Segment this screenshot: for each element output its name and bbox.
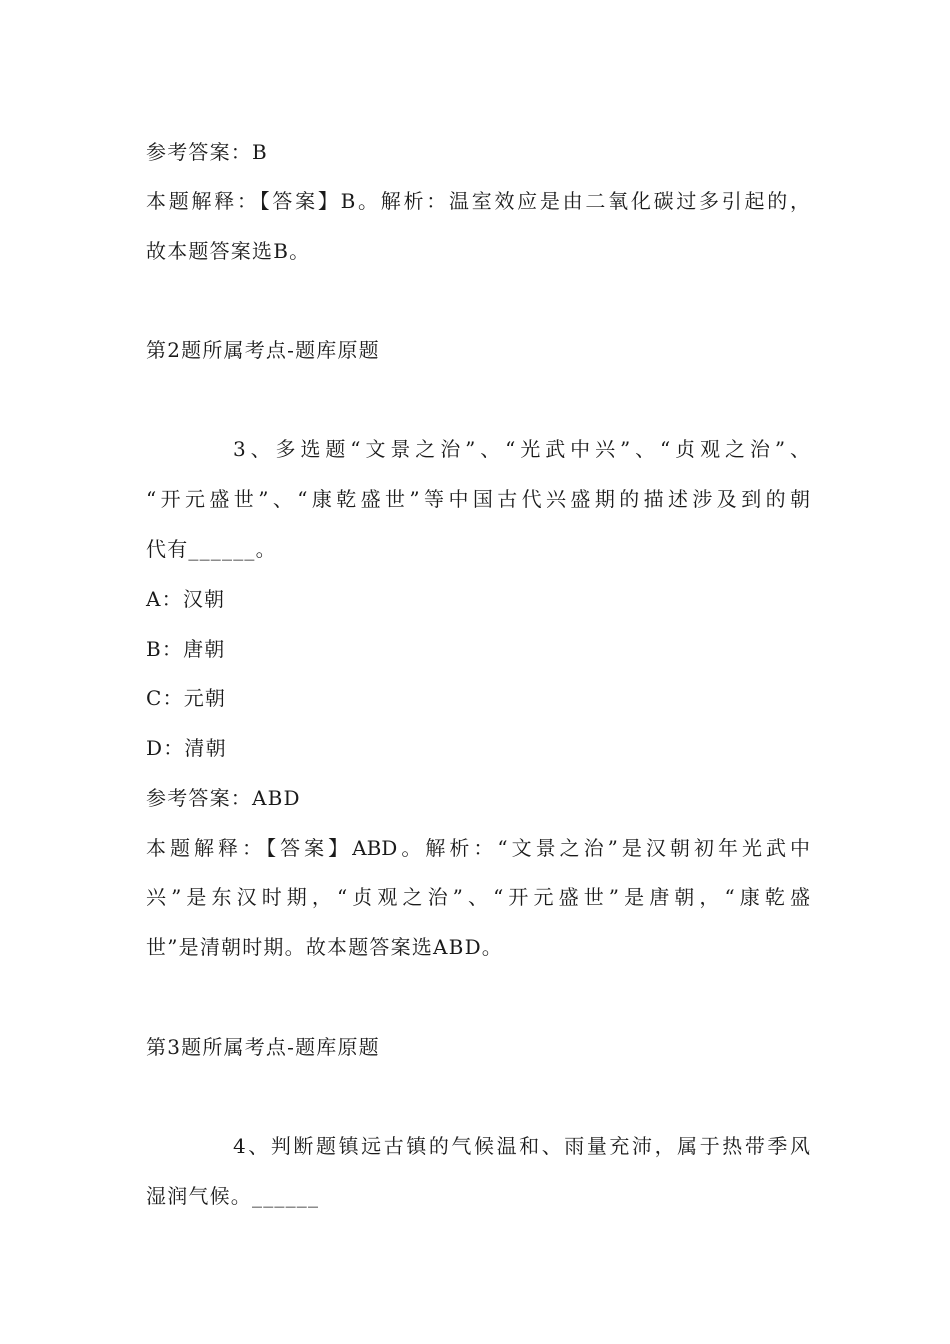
q2-topic: 第2题所属考点-题库原题: [146, 338, 380, 362]
q3-explanation-line-3: 世”是清朝时期。故本题答案选ABD。: [146, 935, 504, 959]
q2-explanation-line-1: 本题解释：【答案】B。解析：温室效应是由二氧化碳过多引起的，: [146, 189, 810, 213]
q2-explanation-line-2: 故本题答案选B。: [146, 239, 311, 263]
q2-answer: 参考答案：B: [146, 140, 268, 164]
q3-option-b: B：唐朝: [146, 637, 226, 661]
q4-stem-line-1: 4、判断题镇远古镇的气候温和、雨量充沛，属于热带季风: [233, 1134, 810, 1158]
q3-option-d: D：清朝: [146, 736, 227, 760]
q3-answer: 参考答案：ABD: [146, 786, 301, 810]
q3-stem-line-3: 代有______。: [146, 537, 277, 561]
q3-topic: 第3题所属考点-题库原题: [146, 1035, 380, 1059]
q3-explanation-line-2: 兴”是东汉时期，“贞观之治”、“开元盛世”是唐朝，“康乾盛: [146, 885, 810, 909]
q3-stem-line-1: 3、多选题“文景之治”、“光武中兴”、“贞观之治”、: [233, 437, 810, 461]
q3-option-c: C：元朝: [146, 686, 227, 710]
q3-explanation-line-1: 本题解释：【答案】ABD。解析：“文景之治”是汉朝初年光武中: [146, 836, 810, 860]
q3-stem-line-2: “开元盛世”、“康乾盛世”等中国古代兴盛期的描述涉及到的朝: [146, 487, 810, 511]
q3-option-a: A：汉朝: [146, 587, 226, 611]
q4-stem-line-2: 湿润气候。______: [146, 1184, 320, 1208]
